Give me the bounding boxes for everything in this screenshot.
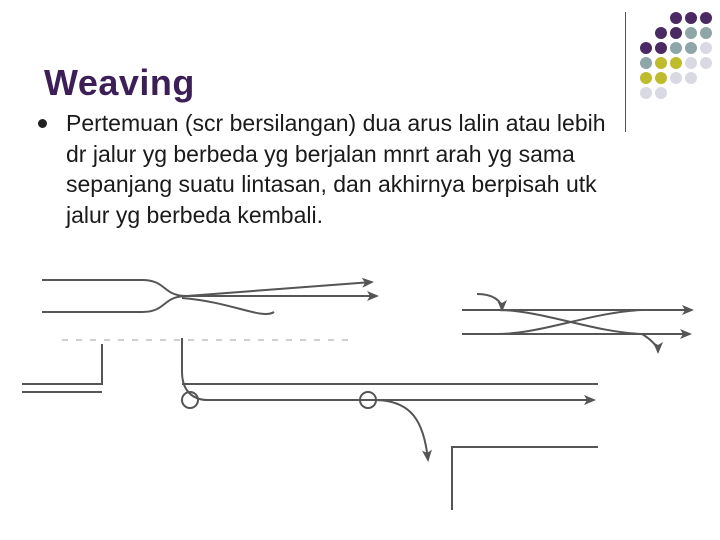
weave-lane-right-3 [477,294,502,310]
decorative-dot [670,72,682,84]
decorative-dot [670,57,682,69]
bullet-icon [38,119,47,128]
decorative-dot [685,42,697,54]
merge-in-arrow [182,338,594,400]
decorative-dot [685,12,697,24]
decorative-dot [670,42,682,54]
diverge-out-arrow [374,400,428,460]
weaving-diagram [22,272,700,510]
decorative-dot [670,27,682,39]
decorative-dot [685,27,697,39]
decorative-dot [640,57,652,69]
road-edge-bottom [452,447,598,510]
decorative-dot [655,27,667,39]
decorative-dot [685,57,697,69]
weave-lane-right-2 [462,310,692,334]
weave-lane-right-1 [462,310,658,352]
decorative-dot [700,57,712,69]
decorative-dot [640,72,652,84]
decorative-dot [685,72,697,84]
decorative-dot [700,12,712,24]
slide-title: Weaving [44,62,195,103]
decorative-dot [640,42,652,54]
decorative-dot [670,12,682,24]
decorative-dot [655,57,667,69]
decorative-dot [655,72,667,84]
weave-exit-curve [182,298,274,314]
decorative-dot [700,27,712,39]
decorative-dot [700,42,712,54]
road-edge-left [22,344,102,384]
decorative-dot [655,42,667,54]
decorative-dot [640,87,652,99]
bullet-text: Pertemuan (scr bersilangan) dua arus lalin atau lebih dr jalur yg berbeda yg berjalan mnrt arah yg sama sepanjang suatu lintasan, dan akhirnya berpisah utk jalur yg berbeda kembali. [66,110,606,228]
decorative-dot [655,87,667,99]
